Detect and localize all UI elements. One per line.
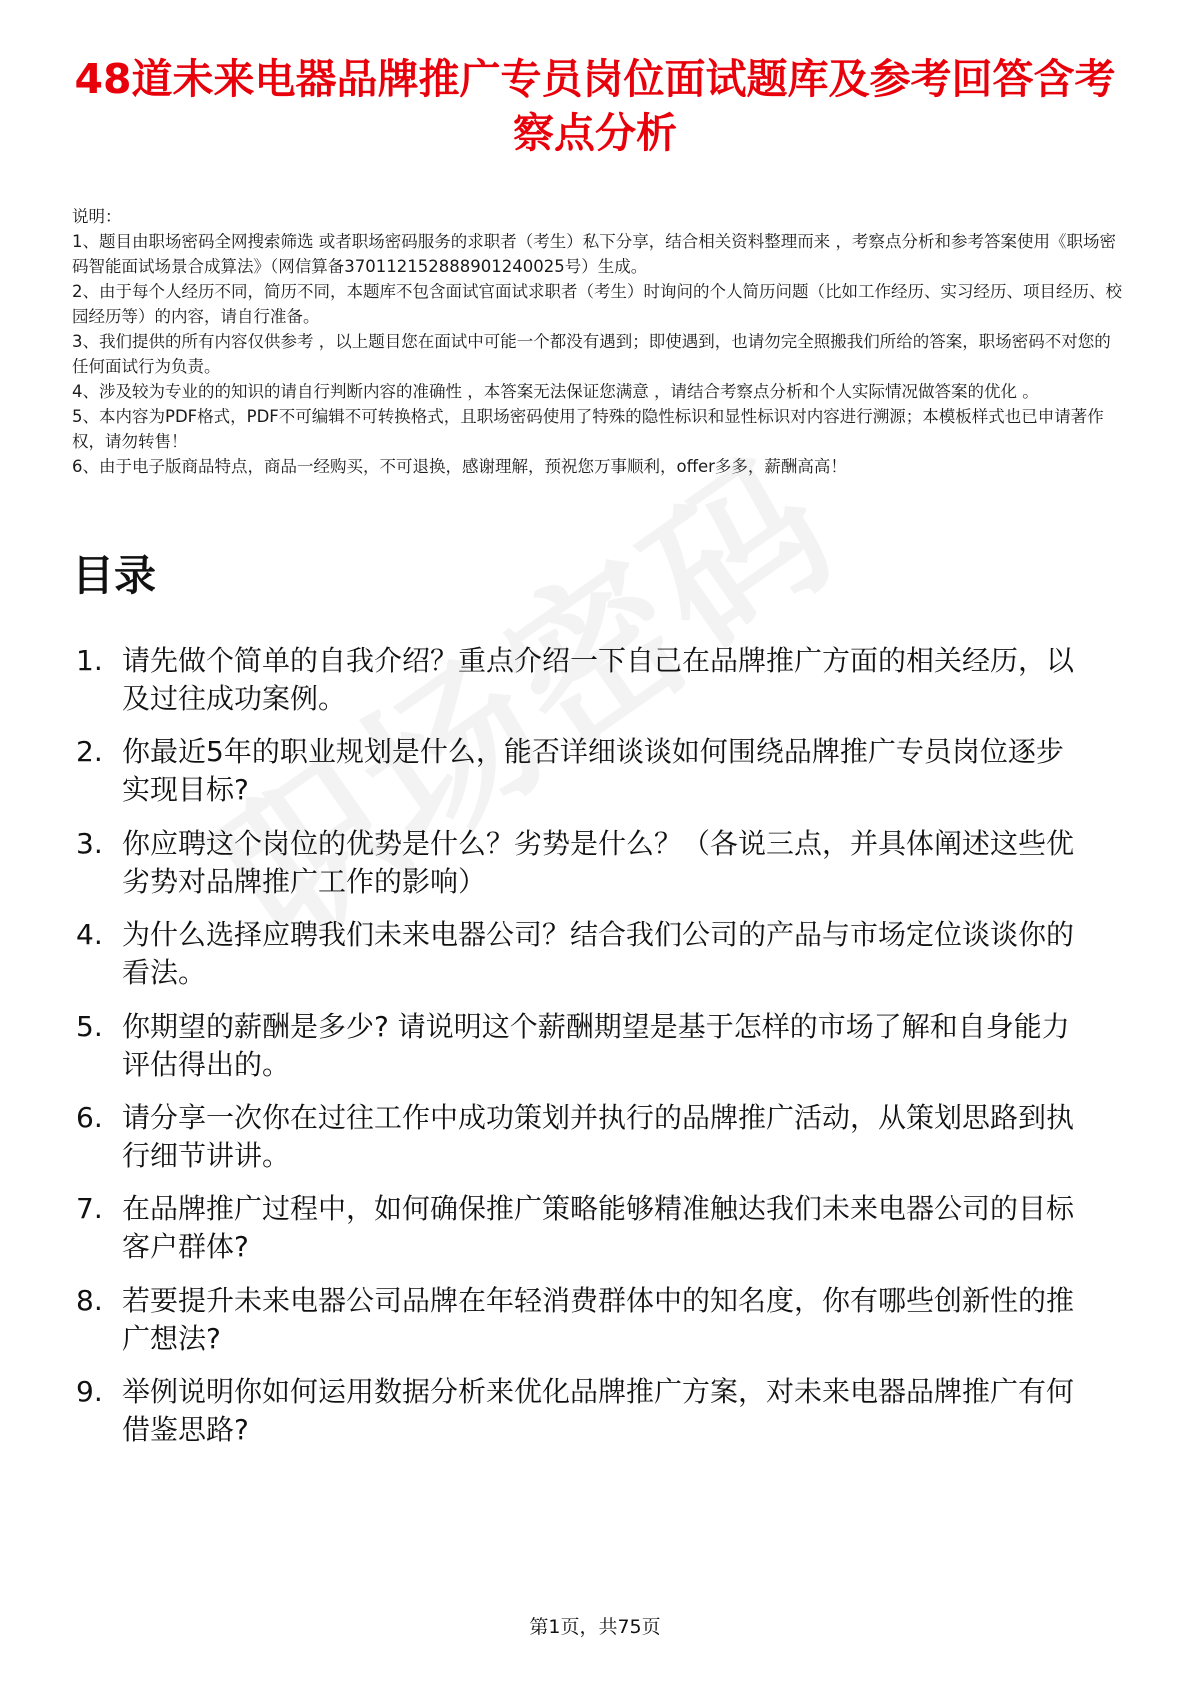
toc-item-number: 7. (76, 1192, 103, 1226)
notes-list (72, 229, 1122, 479)
toc-item-text: 你应聘这个岗位的优势是什么？劣势是什么？（各说三点，并具体阐述这些优劣势对品牌推广工作的影响） (122, 826, 1075, 898)
toc-item-text: 你最近5年的职业规划是什么，能否详细谈谈如何围绕品牌推广专员岗位逐步实现目标? (122, 735, 1064, 807)
toc-item-number: 5. (76, 1009, 103, 1043)
toc-item-text: 若要提升未来电器公司品牌在年轻消费群体中的知名度，你有哪些创新性的推广想法? (122, 1283, 1075, 1355)
toc-item[interactable] (76, 733, 1076, 809)
toc-item-number: 9. (76, 1375, 103, 1409)
toc-item[interactable] (76, 1373, 1076, 1449)
document-title: 48道未来电器品牌推广专员岗位面试题库及参考回答含考察点分析 (74, 55, 1116, 157)
notes-item: 1、题目由职场密码全网搜索筛选 或者职场密码服务的求职者（考生）私下分享，结合相关资料整理而来 ，考察点分析和参考答案使用《职场密码智能面试场景合成算法》（网信算备370112152888901240025号）生成。 (72, 232, 1116, 276)
notes-item: 5、本内容为PDF格式，PDF不可编辑不可转换格式，且职场密码使用了特殊的隐性标识和显性标识对内容进行溯源；本模板样式也已申请著作权，请勿转售！ (72, 407, 1104, 451)
toc-item[interactable] (76, 1099, 1076, 1175)
toc-item[interactable] (76, 642, 1076, 718)
toc-item-text: 请先做个简单的自我介绍？重点介绍一下自己在品牌推广方面的相关经历，以及过往成功案例。 (122, 644, 1075, 715)
notes-item: 4、涉及较为专业的的知识的请自行判断内容的准确性 ，本答案无法保证您满意 ，请结合考察点分析和个人实际情况做答案的优化 。 (72, 382, 1039, 401)
toc-item[interactable] (76, 916, 1076, 992)
notes-section (72, 204, 1122, 479)
toc-item-text: 在品牌推广过程中，如何确保推广策略能够精准触达我们未来电器公司的目标客户群体? (122, 1192, 1075, 1264)
toc-item-number: 4. (76, 918, 103, 952)
notes-item: 2、由于每个人经历不同，简历不同，本题库不包含面试官面试求职者（考生）时询问的个人简历问题（比如工作经历、实习经历、项目经历、校园经历等）的内容，请自行准备。 (72, 282, 1122, 326)
notes-heading: 说明： (72, 207, 122, 226)
toc-item-number: 6. (76, 1100, 103, 1134)
notes-item: 6、由于电子版商品特点，商品一经购买，不可退换，感谢理解，预祝您万事顺利，offer多多，薪酬高高！ (72, 457, 847, 476)
toc-heading: 目录 (72, 551, 157, 600)
toc-item-text: 请分享一次你在过往工作中成功策划并执行的品牌推广活动，从策划思路到执行细节讲讲。 (122, 1100, 1075, 1172)
page-footer: 第1页，共75页 (529, 1616, 661, 1638)
toc-item[interactable] (76, 1190, 1076, 1266)
toc-item-number: 2. (76, 735, 103, 769)
toc-item-number: 1. (76, 644, 103, 677)
notes-item: 3、我们提供的所有内容仅供参考 ，以上题目您在面试中可能一个都没有遇到；即使遇到，也请勿完全照搬我们所给的答案，职场密码不对您的任何面试行为负责。 (72, 332, 1111, 376)
toc-item-number: 8. (76, 1283, 103, 1317)
toc-item-number: 3. (76, 826, 103, 860)
toc-item-text: 举例说明你如何运用数据分析来优化品牌推广方案，对未来电器品牌推广有何借鉴思路? (122, 1375, 1075, 1447)
toc-item-text: 你期望的薪酬是多少? 请说明这个薪酬期望是基于怎样的市场了解和自身能力评估得出的。 (122, 1009, 1070, 1081)
table-of-contents (76, 642, 1076, 1465)
toc-item[interactable] (76, 825, 1076, 901)
toc-item[interactable] (76, 1282, 1076, 1358)
toc-item-text: 为什么选择应聘我们未来电器公司？结合我们公司的产品与市场定位谈谈你的看法。 (122, 918, 1075, 990)
toc-item[interactable] (76, 1008, 1076, 1084)
